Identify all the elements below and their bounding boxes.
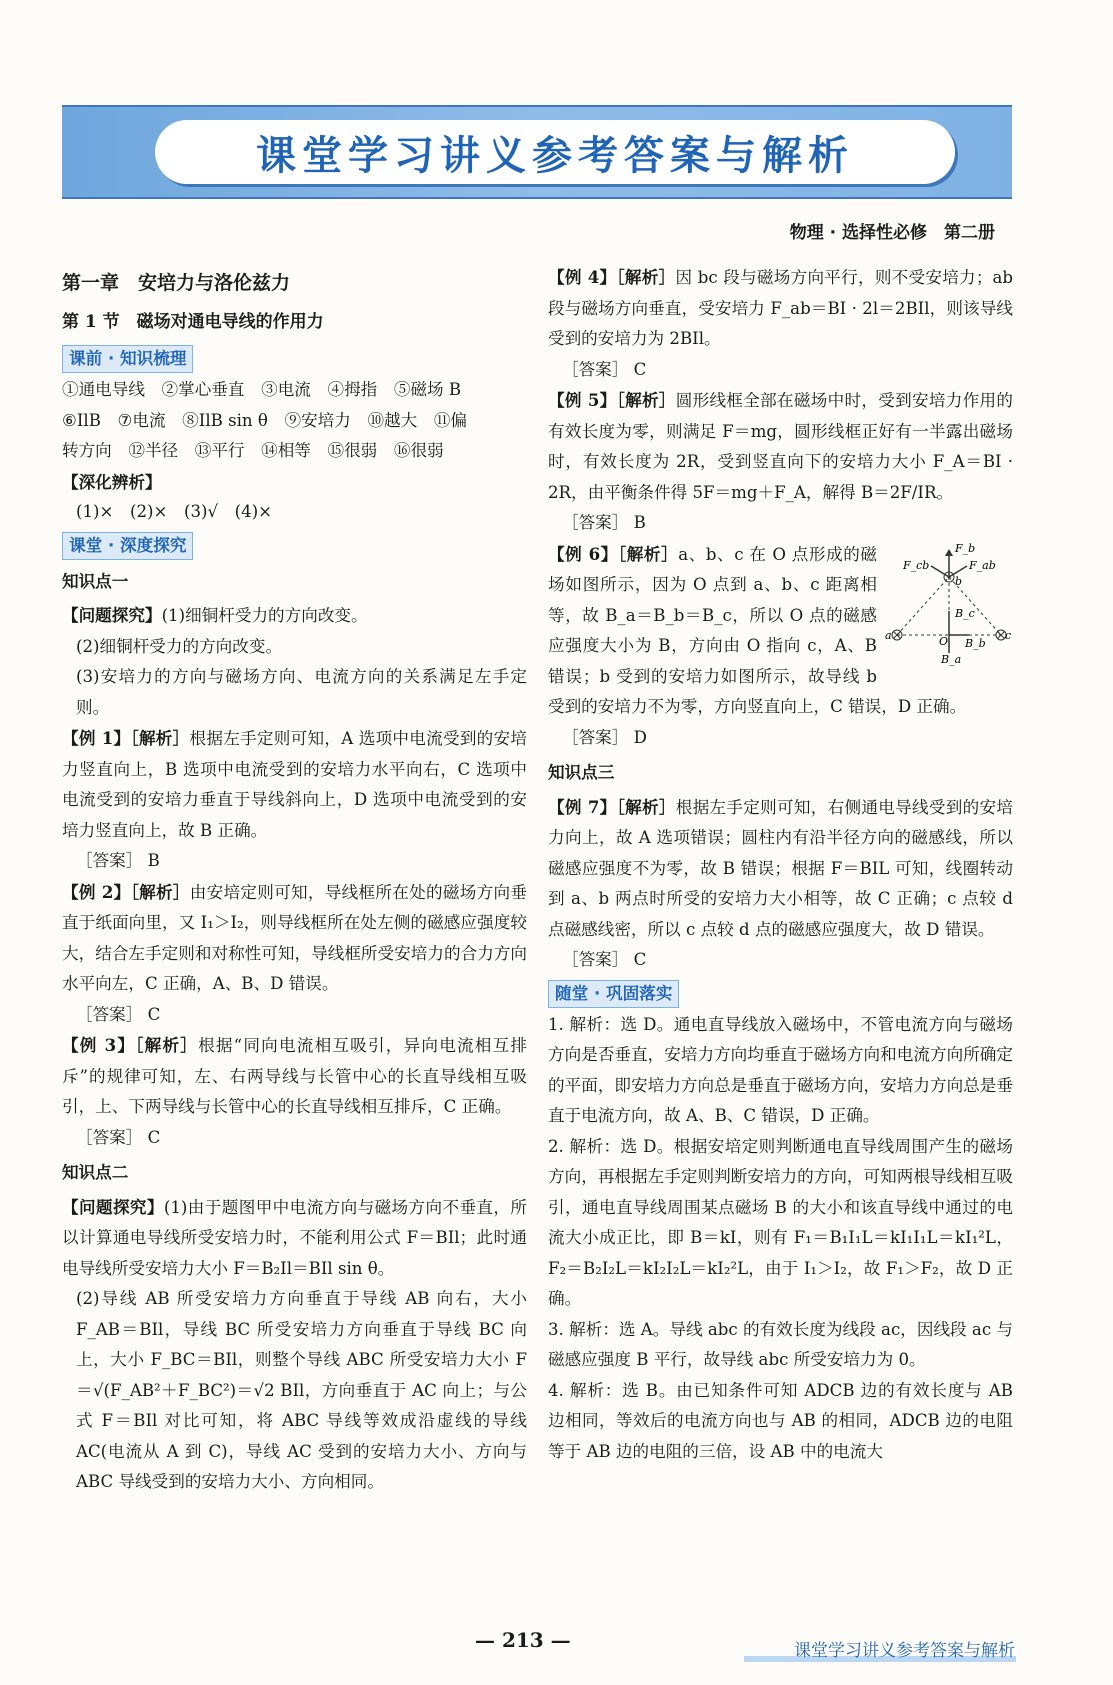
question-explore-kp2-1: 【问题探究】(1)由于题图甲中电流方向与磁场方向不垂直，所以计算通电导线所受安培力时，不能利用公式 F＝BIl；此时通电导线所受安培力大小 F＝B₂Il＝BIl sin θ。 [62,1196,527,1278]
knowledge-point-2: 知识点二 [62,1162,129,1182]
right-column [548,262,1013,1467]
solution-3: 3. 解析：选 A。导线 abc 的有效长度为线段 ac，因线段 ac 与磁感应强度 B 平行，故导线 abc 所受安培力为 0。 [548,1319,1013,1369]
question-explore-1: 【问题探究】(1)细铜杆受力的方向改变。 [62,605,368,625]
page-number: — 213 — [475,1628,571,1652]
heading-inclass: 课堂 · 深度探究 [62,532,193,560]
knowledge-point-1: 知识点一 [62,570,129,591]
deep-analysis-answers: (1)× (2)× (3)√ (4)× [76,502,273,521]
label-b: b [955,574,963,588]
label-c: c [1005,628,1012,642]
example-2: 【例 2】［解析］由安培定则可知，导线框所在处的磁场方向垂直于纸面向里，又 I₁＞I₂，则导线框所在处左侧的磁感应强度较大，结合左手定则和对称性可知，导线框所受安培力的合力方向水平向左，C 正确，A、B、D 错误。 [62,881,527,993]
knowledge-point-3: 知识点三 [548,762,615,782]
heading-preclass: 课前 · 知识梳理 [62,345,193,373]
example-6: F_b F_ab F_cb b B_c a O B_b c B_a 【例 6】［解析］a、b、c 在 O 点形成的磁场如图所示，因为 O 点到 a、b、c 距离相等，故 B_a＝B_b＝B_c，所以 O 点的磁感应强度大小为 B，方向由 O 指向 c，A、B 错误；b 受到的安培力如图所示，故导线 b 受到的安培力不为零，方向竖直向上，C 错误，D 正确。 [548,539,1013,723]
label-o: O [939,634,949,648]
example-3: 【例 3】［解析］根据“同向电流相互吸引，异向电流相互排斥”的规律可知，左、右两导线与长管中心的长直导线相互吸引，上、下两导线与长管中心的长直导线相互排斥，C 正确。 [62,1035,527,1116]
example-1-answer: ［答案］ B [76,851,160,870]
label-fcb: F_cb [903,558,930,572]
page-title: 课堂学习讲义参考答案与解析 [256,132,854,179]
solution-1: 1. 解析：选 D。通电直导线放入磁场中，不管电流方向与磁场方向是否垂直，安培力方向均垂直于磁场方向和电流方向所确定的平面，即安培力方向总是垂直于磁场方向，安培力方向总是垂直于电流方向，故 A、B、C 错误，D 正确。 [548,1014,1013,1125]
magnetic-field-diagram [885,539,1013,667]
label-fab: F_ab [969,558,996,572]
question-explore-3: (3)安培力的方向与磁场方向、电流方向的关系满足左手定则。 [76,667,527,717]
example-5-answer: ［答案］ B [562,513,646,532]
chapter-title: 第一章 安培力与洛伦兹力 [62,272,291,294]
label-bc: B_c [955,606,975,620]
example-6-answer: ［答案］ D [562,727,647,747]
question-explore-2: (2)细铜杆受力的方向改变。 [76,636,283,656]
label-a: a [885,628,892,642]
title-banner-inner [155,120,955,184]
example-5: 【例 5】［解析］圆形线框全部在磁场中时，受到安培力作用的有效长度为零，则满足 F＝mg，圆形线框正好有一半露出磁场时，有效长度为 2R，受到竖直向下的安培力大小 F_A＝BI · 2R，由平衡条件得 5F＝mg＋F_A，解得 B＝2F/IR。 [548,390,1013,502]
left-column [62,262,527,1498]
example-1: 【例 1】［解析］根据左手定则可知，A 选项中电流受到的安培力竖直向上，B 选项中电流受到的安培力水平向右，C 选项中电流受到的安培力垂直于导线斜向上，D 选项中电流受到的安培力竖直向上，故 B 正确。 [62,728,527,840]
solution-2: 2. 解析：选 D。根据安培定则判断通电直导线周围产生的磁场方向，再根据左手定则判断安培力的方向，可知两根导线相互吸引，通电直导线周围某点磁场 B 的大小和该直导线中通过的电流大小成正比，即 B＝kI，则有 F₁＝B₁I₁L＝kI₁I₁L＝kI₁²L，F₂＝B₂I₂L＝kI₂I₂L＝kI₂²L，由于 I₁＞I₂，故 F₁＞F₂，故 D 正确。 [548,1136,1013,1308]
section-title: 第 1 节 磁场对通电导线的作用力 [62,311,324,332]
solution-4: 4. 解析：选 B。由已知条件可知 ADCB 边的有效长度与 AB 边相同，等效后的电流方向也与 AB 的相同，ADCB 边的电阻等于 AB 边的电阻的三倍，设 AB 中的电流大 [548,1380,1013,1461]
example-7-answer: ［答案］ C [562,950,647,969]
fill-line-3: 转方向 ⑫半径 ⑬平行 ⑭相等 ⑮很弱 ⑯很弱 [62,441,444,460]
label-ba: B_a [941,652,962,666]
running-title: 课堂学习讲义参考答案与解析 [794,1641,1015,1661]
example-3-answer: ［答案］ C [76,1127,161,1147]
question-explore-kp2-2: (2)导线 AB 所受安培力方向垂直于导线 AB 向右，大小 F_AB＝BIl，导线 BC 所受安培力方向垂直于导线 BC 向上，大小 F_BC＝BIl，则整个导线 ABC 所受安培力大小 F＝√(F_AB²＋F_BC²)＝√2 BIl，方向垂直于 AC 向上；与公式 F＝BIl 对比可知，将 ABC 导线等效成沿虚线的导线 AC(电流从 A 到 C)，导线 AC 受到的安培力大小、方向与 ABC 导线受到的安培力大小、方向相同。 [76,1289,527,1491]
example-7: 【例 7】［解析］根据左手定则可知，右侧通电导线受到的安培力向上，故 A 选项错误；圆柱内有沿半径方向的磁感线，所以磁感应强度不为零，故 B 错误；根据 F＝BIL 可知，线圈转动到 a、b 两点时所受的安培力大小相等，故 C 正确；c 点较 d 点磁感线密，所以 c 点较 d 点的磁感应强度大，故 D 错误。 [548,796,1013,939]
title-banner [62,105,1012,199]
fill-line-1: ①通电导线 ②掌心垂直 ③电流 ④拇指 ⑤磁场 B [62,380,462,399]
fill-line-2: ⑥IlB ⑦电流 ⑧IlB sin θ ⑨安培力 ⑩越大 ⑪偏 [62,410,468,430]
label-fb: F_b [955,541,976,555]
example-4-answer: ［答案］ C [562,359,647,379]
example-4: 【例 4】［解析］因 bc 段与磁场方向平行，则不受安培力；ab 段与磁场方向垂直，受安培力 F_ab＝BI · 2l＝2BIl，则该导线受到的安培力为 2BIl。 [548,267,1014,348]
deep-analysis-label: 【深化辨析】 [62,471,162,492]
heading-review: 随堂 · 巩固落实 [548,980,679,1008]
subject-label: 物理 · 选择性必修 第二册 [789,223,995,243]
label-bb: B_b [965,636,986,650]
example-2-answer: ［答案］ C [76,1004,161,1024]
